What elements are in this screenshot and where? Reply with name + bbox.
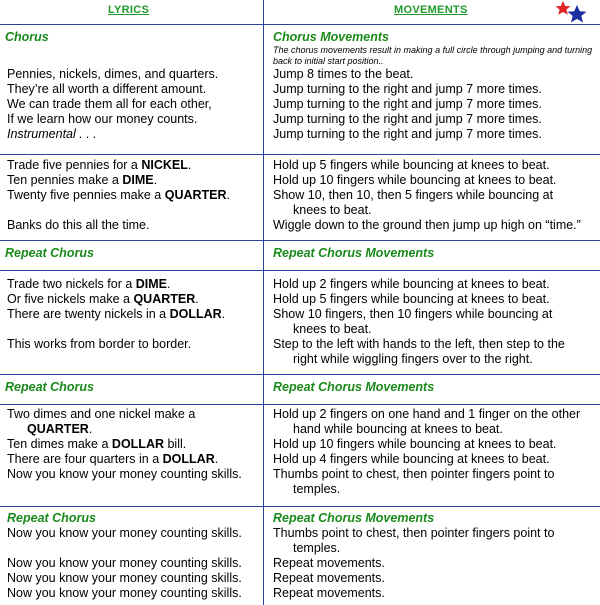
movements-block bbox=[273, 277, 565, 367]
header-rule bbox=[0, 24, 600, 25]
text-line: Hold up 2 fingers while bouncing at knees to beat. bbox=[273, 277, 550, 291]
coin-name: QUARTER bbox=[164, 188, 227, 202]
text-line: Hold up 10 fingers while bouncing at knees to beat. bbox=[273, 173, 557, 187]
text-line: Jump turning to the right and jump 7 more times. bbox=[273, 112, 542, 126]
text-line: QUARTER. bbox=[27, 422, 93, 436]
lyrics-block bbox=[7, 526, 242, 601]
text-line: temples. bbox=[293, 482, 341, 496]
text-line: Repeat movements. bbox=[273, 586, 385, 600]
text-line: Show 10 fingers, then 10 fingers while bouncing at bbox=[273, 307, 553, 321]
stars-icon bbox=[554, 0, 600, 26]
coin-name: DOLLAR bbox=[169, 307, 222, 321]
red-star-icon bbox=[556, 1, 571, 15]
text-line: Repeat movements. bbox=[273, 556, 385, 570]
coin-name: NICKEL bbox=[141, 158, 188, 172]
lyrics-section-title: Repeat Chorus bbox=[5, 246, 94, 260]
blank-line bbox=[7, 322, 225, 337]
text-line: There are four quarters in a DOLLAR. bbox=[7, 452, 219, 466]
text-line: Two dimes and one nickel make a bbox=[7, 407, 196, 421]
text-line: Or five nickels make a QUARTER. bbox=[7, 292, 199, 306]
movements-section-title: Repeat Chorus Movements bbox=[273, 380, 435, 394]
text-line: Hold up 10 fingers while bouncing at knees to beat. bbox=[273, 437, 557, 451]
text-line: Trade five pennies for a NICKEL. bbox=[7, 158, 192, 172]
section-rule bbox=[0, 506, 600, 507]
text-line: Thumbs point to chest, then pointer fingers point to bbox=[273, 467, 555, 481]
lyrics-section-title: Repeat Chorus bbox=[7, 511, 96, 525]
text-line: If we learn how our money counts. bbox=[7, 112, 198, 126]
text-line: Now you know your money counting skills. bbox=[7, 556, 242, 570]
lyrics-block bbox=[7, 277, 225, 352]
movements-block bbox=[273, 407, 580, 497]
lyrics-section-title: Repeat Chorus bbox=[5, 380, 94, 394]
lyrics-header: LYRICS bbox=[108, 4, 150, 16]
section-rule bbox=[0, 270, 600, 271]
coin-name: DIME bbox=[135, 277, 168, 291]
text-line: Hold up 5 fingers while bouncing at knees to beat. bbox=[273, 292, 550, 306]
text-line: hand while bouncing at knees to beat. bbox=[293, 422, 503, 436]
movements-block bbox=[273, 526, 554, 601]
movements-block bbox=[273, 158, 581, 233]
text-line: Hold up 4 fingers while bouncing at knees to beat. bbox=[273, 452, 550, 466]
movements-section-title: Repeat Chorus Movements bbox=[273, 246, 435, 260]
movements-header: MOVEMENTS bbox=[394, 4, 468, 16]
text-line: Hold up 5 fingers while bouncing at knees to beat. bbox=[273, 158, 550, 172]
coin-name: DOLLAR bbox=[111, 437, 164, 451]
text-line: They’re all worth a different amount. bbox=[7, 82, 207, 96]
section-rule bbox=[0, 374, 600, 375]
blank-line bbox=[7, 541, 242, 556]
text-line: Show 10, then 10, then 5 fingers while bouncing at bbox=[273, 188, 554, 202]
text-line: knees to beat. bbox=[293, 203, 372, 217]
movements-section-title: Chorus Movements bbox=[273, 30, 389, 44]
text-line: Now you know your money counting skills. bbox=[7, 526, 242, 540]
blue-star-icon bbox=[568, 5, 587, 23]
text-line: Twenty five pennies make a QUARTER. bbox=[7, 188, 231, 202]
text-line: Step to the left with hands to the left, then step to the bbox=[273, 337, 565, 351]
chorus-note: The chorus movements result in making a full circle through jumping and turning back to initial start position.. bbox=[273, 45, 593, 66]
text-line: Ten dimes make a DOLLAR bill. bbox=[7, 437, 187, 451]
column-divider bbox=[263, 0, 264, 605]
text-line: knees to beat. bbox=[293, 322, 372, 336]
text-line: Jump turning to the right and jump 7 more times. bbox=[273, 127, 542, 141]
text-line: We can trade them all for each other, bbox=[7, 97, 212, 111]
lyrics-block bbox=[7, 67, 218, 142]
text-line: Wiggle down to the ground then jump up high on “time.” bbox=[273, 218, 581, 232]
text-line: Pennies, nickels, dimes, and quarters. bbox=[7, 67, 219, 81]
coin-name: QUARTER bbox=[27, 422, 89, 436]
text-line: There are twenty nickels in a DOLLAR. bbox=[7, 307, 226, 321]
blank-line bbox=[7, 203, 230, 218]
text-line: Repeat movements. bbox=[273, 571, 385, 585]
text-line: temples. bbox=[293, 541, 341, 555]
text-line: Now you know your money counting skills. bbox=[7, 571, 242, 585]
section-rule bbox=[0, 154, 600, 155]
text-line: Jump turning to the right and jump 7 more times. bbox=[273, 82, 542, 96]
text-line: Thumbs point to chest, then pointer fingers point to bbox=[273, 526, 555, 540]
movements-block bbox=[273, 67, 542, 142]
coin-name: QUARTER bbox=[133, 292, 196, 306]
lyrics-block bbox=[7, 158, 230, 233]
section-rule bbox=[0, 404, 600, 405]
section-rule bbox=[0, 240, 600, 241]
text-line: Trade two nickels for a DIME. bbox=[7, 277, 171, 291]
coin-name: DIME bbox=[122, 173, 154, 187]
text-line: Ten pennies make a DIME. bbox=[7, 173, 158, 187]
text-line: Now you know your money counting skills. bbox=[7, 467, 242, 481]
coin-name: DOLLAR bbox=[162, 452, 215, 466]
lyrics-block bbox=[7, 407, 242, 482]
lyrics-section-title: Chorus bbox=[5, 30, 49, 44]
text-line: Hold up 2 fingers on one hand and 1 finger on the other bbox=[273, 407, 581, 421]
text-line: right while wiggling fingers over to the right. bbox=[293, 352, 533, 366]
text-line: Jump 8 times to the beat. bbox=[273, 67, 414, 81]
movements-section-title: Repeat Chorus Movements bbox=[273, 511, 435, 525]
text-line: Instrumental . . . bbox=[7, 127, 97, 141]
text-line: Now you know your money counting skills. bbox=[7, 586, 242, 600]
text-line: This works from border to border. bbox=[7, 337, 192, 351]
text-line: Jump turning to the right and jump 7 more times. bbox=[273, 97, 542, 111]
text-line: Banks do this all the time. bbox=[7, 218, 150, 232]
